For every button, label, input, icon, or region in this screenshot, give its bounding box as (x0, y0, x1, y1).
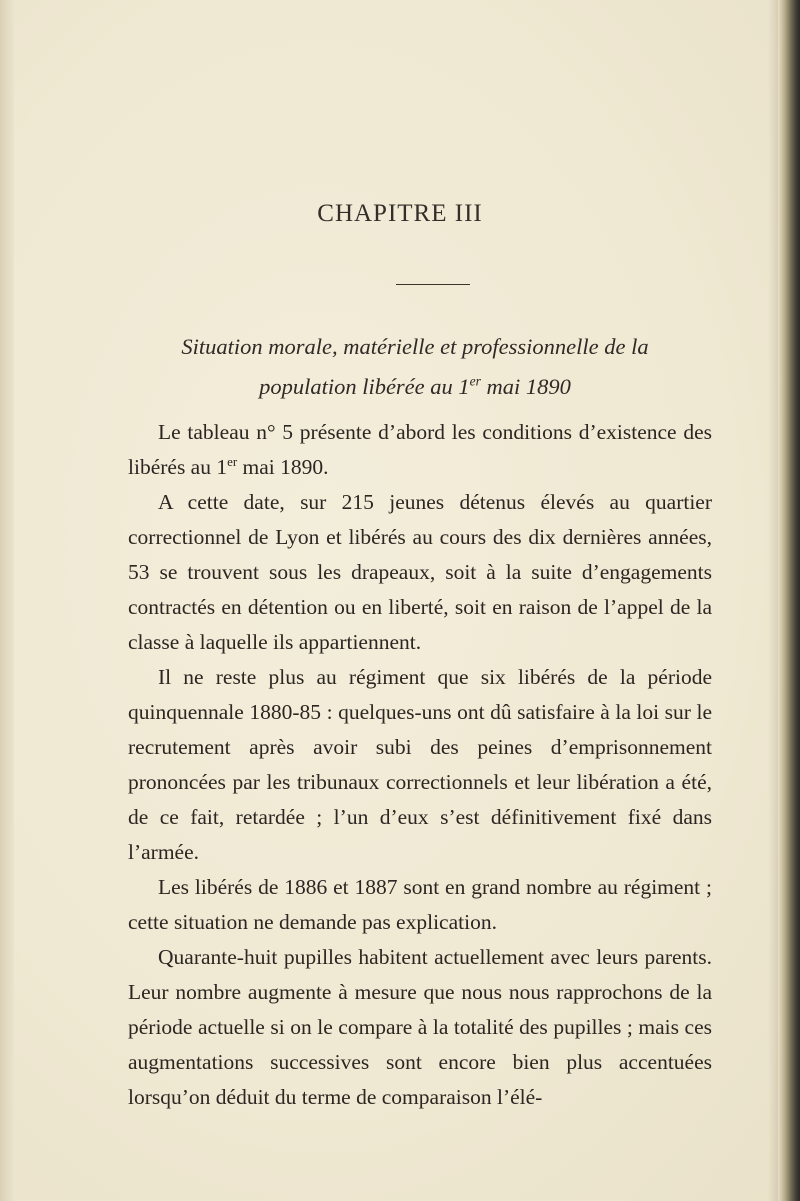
section-title-superscript: er (469, 373, 481, 389)
page-edge-shade (768, 0, 778, 1201)
section-title-line2-prefix: population libérée au 1 (259, 374, 470, 399)
paragraph-4: Les libérés de 1886 et 1887 sont en grand nombre au régiment ; cette situation ne demande pas explication. (128, 875, 712, 934)
body-text (128, 415, 712, 1115)
section-title-line2 (120, 367, 710, 407)
left-gutter-shadow (0, 0, 14, 1201)
section-title-line2-suffix: mai 1890 (480, 374, 571, 399)
paragraph-5: Quarante-huit pupilles habitent actuellement avec leurs parents. Leur nombre augmente à mesure que nous nous rapprochons de la période actuelle si on le compare à la totalité des pupilles ; mais ces augmentations successives sont encore bien plus accentuées lorsqu’on déduit du terme de comparaison l’élé- (128, 945, 712, 1109)
section-title-line1: Situation morale, matérielle et professionnelle de la (181, 334, 649, 359)
paragraph-1-superscript: er (227, 454, 238, 469)
paragraph-1-part1: Le tableau n° 5 présente d’abord les conditions d’existence des libérés au 1 (128, 420, 712, 479)
paragraph-1 (128, 415, 712, 485)
paragraph-2: A cette date, sur 215 jeunes détenus élevés au quartier correctionnel de Lyon et libérés au cours des dix dernières années, 53 se trouvent sous les drapeaux, soit à la suite d’engagements contractés en détention ou en liberté, soit en raison de l’appel de la classe à laquelle ils appartiennent. (128, 490, 712, 654)
chapter-heading: CHAPITRE III (317, 200, 483, 227)
paragraph-1-part2: mai 1890. (237, 455, 329, 479)
section-title (120, 327, 710, 407)
heading-rule (396, 284, 470, 285)
right-page-edge (778, 0, 800, 1201)
paragraph-3: Il ne reste plus au régiment que six libérés de la période quinquennale 1880-85 : quelques-uns ont dû satisfaire à la loi sur le recrutement après avoir subi des peines d’emprisonnement prononcées par les tribunaux correctionnels et leur libération a été, de ce fait, retardée ; l’un d’eux s’est définitivement fixé dans l’armée. (128, 665, 712, 864)
